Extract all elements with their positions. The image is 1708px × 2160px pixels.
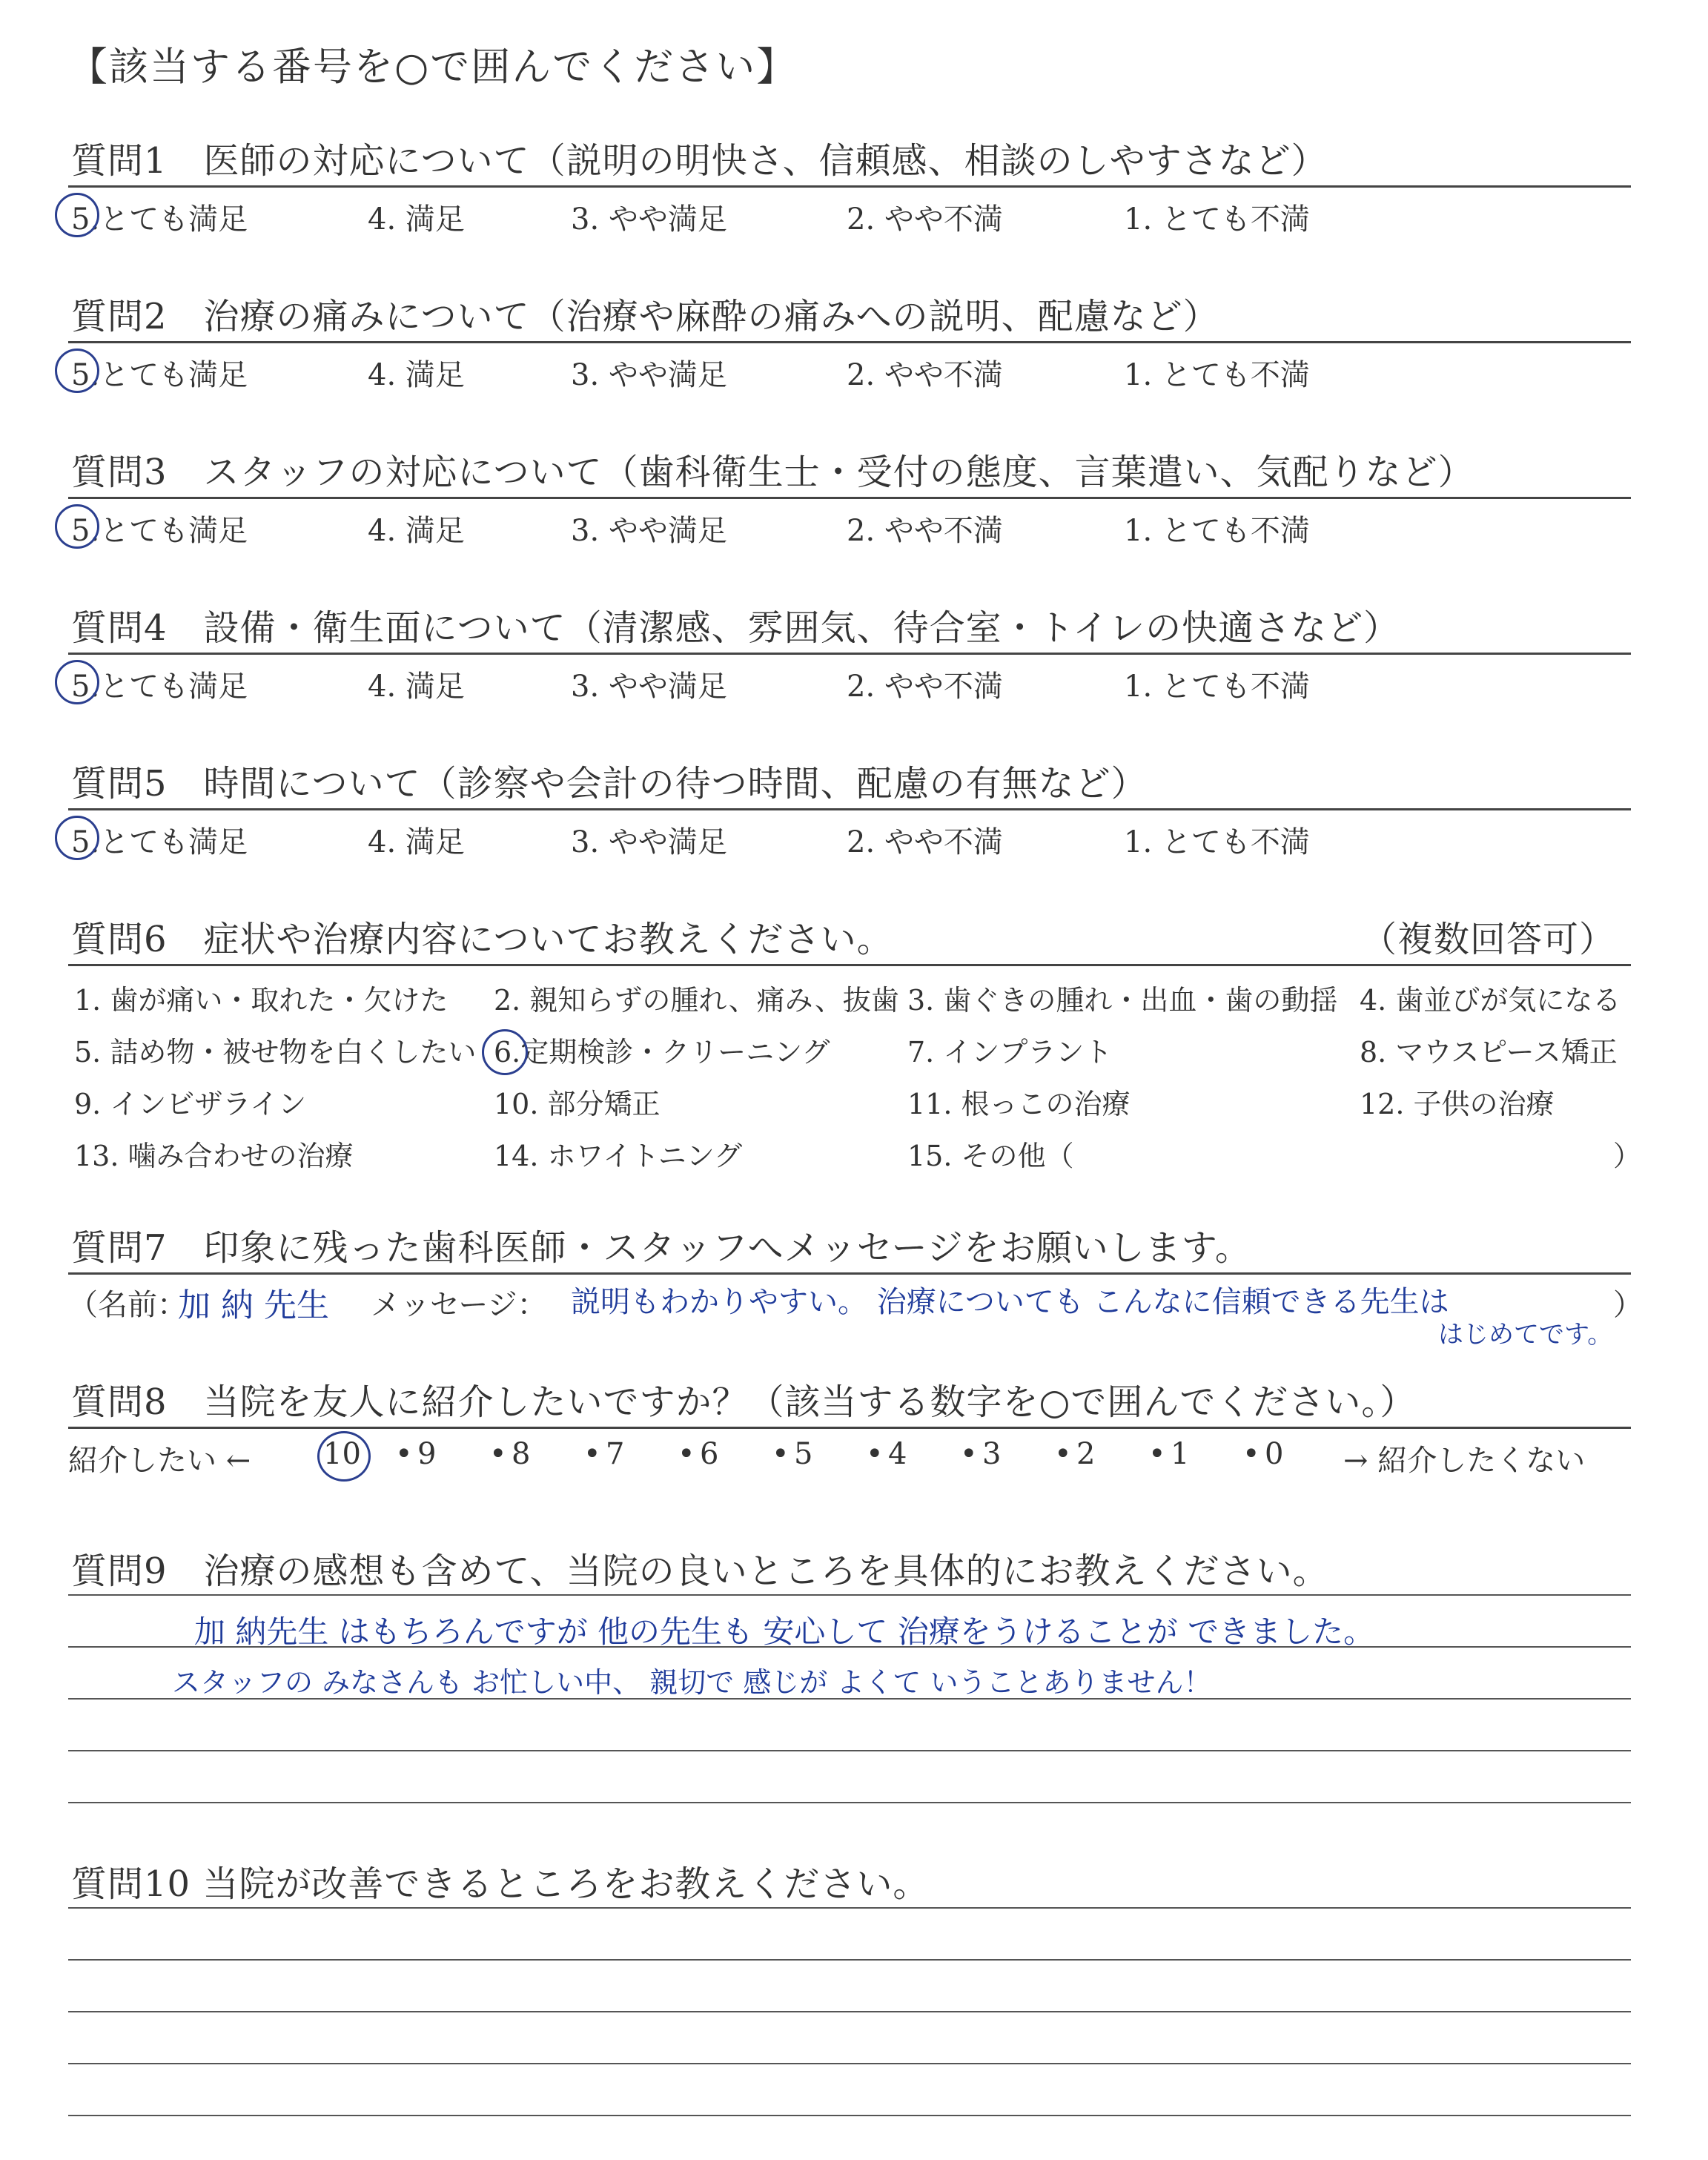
q10-line-4 xyxy=(68,2063,1631,2064)
q4-option-2[interactable]: 2. やや不満 xyxy=(847,670,1003,704)
q8-scale-0[interactable]: 0 xyxy=(1265,1437,1284,1471)
form-heading: 【該当する番号を○で囲んでください】 xyxy=(68,44,798,90)
q6-option-12[interactable]: 12. 子供の治療 xyxy=(1360,1088,1555,1120)
q5-option-4[interactable]: 4. 満足 xyxy=(368,825,465,859)
q7-name-prefix: （名前： xyxy=(68,1288,187,1322)
q8-left-label: 紹介したい ← xyxy=(68,1444,251,1478)
q5-rule xyxy=(68,808,1631,810)
q8-scale-5[interactable]: 5 xyxy=(794,1437,813,1471)
q8-scale-9[interactable]: 9 xyxy=(417,1437,437,1471)
q6-rule xyxy=(68,964,1631,966)
q8-scale-10[interactable]: 10 xyxy=(323,1437,361,1471)
q3-rule xyxy=(68,497,1631,499)
q10-line-1 xyxy=(68,1907,1631,1909)
q6-option-11[interactable]: 11. 根っこの治療 xyxy=(907,1088,1131,1120)
q3-option-1[interactable]: 1. とても不満 xyxy=(1124,514,1310,548)
q4-selected-circle xyxy=(55,660,99,704)
q6-option-7[interactable]: 7. インプラント xyxy=(907,1036,1113,1069)
q6-option-10[interactable]: 10. 部分矯正 xyxy=(494,1088,661,1120)
q1-title: 質問1 医師の対応について（説明の明快さ、信頼感、相談のしやすさなど） xyxy=(71,140,1328,182)
q8-right-label: → 紹介したくない xyxy=(1343,1444,1586,1478)
q3-option-2[interactable]: 2. やや不満 xyxy=(847,514,1003,548)
q5-selected-circle xyxy=(55,816,99,860)
q6-option-6[interactable]: 6.定期検診・クリーニング xyxy=(494,1036,830,1069)
q1-selected-circle xyxy=(55,193,99,237)
q8-rule xyxy=(68,1427,1631,1429)
q6-option-15[interactable]: 15. その他（ xyxy=(907,1140,1074,1172)
q8-scale-separator: • xyxy=(583,1437,601,1471)
q10-title: 質問10 当院が改善できるところをお教えください。 xyxy=(71,1863,930,1905)
q8-scale-2[interactable]: 2 xyxy=(1076,1437,1096,1471)
q2-selected-circle xyxy=(55,349,99,393)
q8-title: 質問8 当院を友人に紹介したいですか？（該当する数字を○で囲んでください。） xyxy=(71,1381,1417,1423)
q5-title: 質問5 時間について（診察や会計の待つ時間、配慮の有無など） xyxy=(71,763,1148,805)
q8-scale-separator: • xyxy=(678,1437,695,1471)
q6-option-2[interactable]: 2. 親知らずの腫れ、痛み、抜歯 xyxy=(494,984,899,1017)
q9-line-1 xyxy=(68,1594,1631,1596)
q2-option-2[interactable]: 2. やや不満 xyxy=(847,358,1003,392)
q6-option-13[interactable]: 13. 噛み合わせの治療 xyxy=(74,1140,354,1172)
q8-scale-separator: • xyxy=(489,1437,507,1471)
q10-line-5 xyxy=(68,2115,1631,2116)
q8-scale-separator: • xyxy=(1242,1437,1260,1471)
q6-option-3[interactable]: 3. 歯ぐきの腫れ・出血・歯の動揺 xyxy=(907,984,1338,1017)
q9-line-5 xyxy=(68,1802,1631,1803)
q2-option-1[interactable]: 1. とても不満 xyxy=(1124,358,1310,392)
q4-option-3[interactable]: 3. やや満足 xyxy=(571,670,727,704)
q5-option-5[interactable]: 5.とても満足 xyxy=(71,825,248,859)
q1-rule xyxy=(68,185,1631,188)
q3-title: 質問3 スタッフの対応について（歯科衛生士・受付の態度、言葉遣い、気配りなど） xyxy=(71,452,1474,493)
q8-scale-separator: • xyxy=(772,1437,790,1471)
q4-title: 質問4 設備・衛生面について（清潔感、雰囲気、待合室・トイレの快適さなど） xyxy=(71,607,1400,649)
q4-option-4[interactable]: 4. 満足 xyxy=(368,670,465,704)
q7-message-line2[interactable]: はじめてです。 xyxy=(1438,1320,1613,1350)
q2-option-4[interactable]: 4. 満足 xyxy=(368,358,465,392)
q1-option-1[interactable]: 1. とても不満 xyxy=(1124,202,1310,237)
q7-rule xyxy=(68,1272,1631,1275)
q4-option-5[interactable]: 5.とても満足 xyxy=(71,670,248,704)
q6-selected-circle xyxy=(482,1029,528,1075)
q6-note: （複数回答可） xyxy=(1361,919,1616,960)
q8-scale-separator: • xyxy=(960,1437,978,1471)
q4-option-1[interactable]: 1. とても不満 xyxy=(1124,670,1310,704)
q7-message-line1[interactable]: 説明もわかりやすい。 治療についても こんなに信頼できる先生は xyxy=(571,1285,1449,1319)
q9-title: 質問9 治療の感想も含めて、当院の良いところを具体的にお教えください。 xyxy=(71,1550,1329,1592)
q10-line-3 xyxy=(68,2011,1631,2012)
q8-scale-6[interactable]: 6 xyxy=(700,1437,719,1471)
q6-option-16: ） xyxy=(1613,1140,1642,1172)
q8-scale-8[interactable]: 8 xyxy=(512,1437,531,1471)
q10-line-2 xyxy=(68,1959,1631,1961)
q6-option-8[interactable]: 8. マウスピース矯正 xyxy=(1360,1036,1618,1069)
q8-scale-1[interactable]: 1 xyxy=(1171,1437,1190,1471)
q6-option-14[interactable]: 14. ホワイトニング xyxy=(494,1140,743,1172)
q6-title: 質問6 症状や治療内容についてお教えください。 xyxy=(71,919,893,960)
q1-option-4[interactable]: 4. 満足 xyxy=(368,202,465,237)
q8-scale-separator: • xyxy=(395,1437,413,1471)
q8-scale-separator: • xyxy=(1054,1437,1072,1471)
q6-option-4[interactable]: 4. 歯並びが気になる xyxy=(1360,984,1621,1017)
q3-option-4[interactable]: 4. 満足 xyxy=(368,514,465,548)
q8-selected-circle xyxy=(317,1431,371,1482)
q6-option-5[interactable]: 5. 詰め物・被せ物を白くしたい xyxy=(74,1036,477,1069)
q4-rule xyxy=(68,653,1631,655)
q9-line-4 xyxy=(68,1750,1631,1751)
q7-message-label: メッセージ： xyxy=(371,1288,547,1322)
q1-option-5[interactable]: 5.とても満足 xyxy=(71,202,248,237)
q2-title: 質問2 治療の痛みについて（治療や麻酔の痛みへの説明、配慮など） xyxy=(71,296,1219,337)
q7-suffix: ） xyxy=(1613,1288,1643,1322)
q3-option-3[interactable]: 3. やや満足 xyxy=(571,514,727,548)
q8-scale-4[interactable]: 4 xyxy=(888,1437,907,1471)
q2-rule xyxy=(68,341,1631,343)
q1-option-3[interactable]: 3. やや満足 xyxy=(571,202,727,237)
q6-option-9[interactable]: 9. インビザライン xyxy=(74,1088,307,1120)
q3-option-5[interactable]: 5.とても満足 xyxy=(71,514,248,548)
q2-option-3[interactable]: 3. やや満足 xyxy=(571,358,727,392)
q2-option-5[interactable]: 5.とても満足 xyxy=(71,358,248,392)
q5-option-2[interactable]: 2. やや不満 xyxy=(847,825,1003,859)
q6-option-1[interactable]: 1. 歯が痛い・取れた・欠けた xyxy=(74,984,448,1017)
q8-scale-7[interactable]: 7 xyxy=(606,1437,625,1471)
q8-scale-separator: • xyxy=(866,1437,884,1471)
q8-scale-separator: • xyxy=(1148,1437,1166,1471)
q9-answer-line2[interactable]: スタッフの みなさんも お忙しい中、 親切で 感じが よくて いうことありません！ xyxy=(172,1666,1212,1699)
q1-option-2[interactable]: 2. やや不満 xyxy=(847,202,1003,237)
q7-title: 質問7 印象に残った歯科医師・スタッフへメッセージをお願いします。 xyxy=(71,1227,1251,1269)
q3-selected-circle xyxy=(55,504,99,549)
q8-scale-3[interactable]: 3 xyxy=(982,1437,1002,1471)
q5-option-1[interactable]: 1. とても不満 xyxy=(1124,825,1310,859)
q9-answer-line1[interactable]: 加 納先生 はもちろんですが 他の先生も 安心して 治療をうけることが できました。 xyxy=(194,1614,1375,1650)
q7-name[interactable]: 加 納 先生 xyxy=(178,1287,329,1324)
q5-option-3[interactable]: 3. やや満足 xyxy=(571,825,727,859)
